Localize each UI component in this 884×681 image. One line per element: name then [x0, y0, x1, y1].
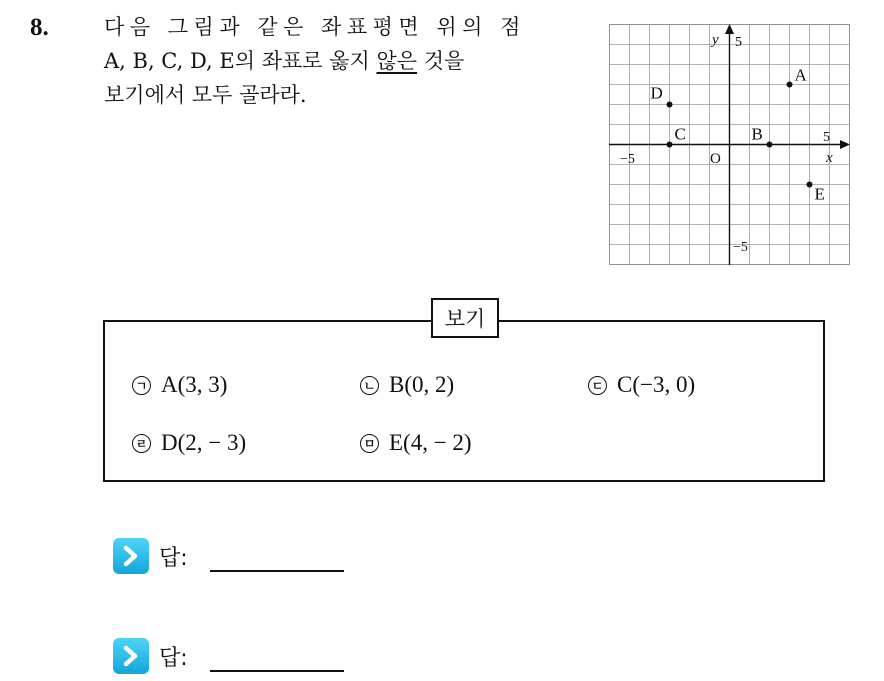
- option-text: D(2, − 3): [161, 430, 247, 455]
- point-label-d: D: [650, 83, 663, 103]
- answer-row-2: [113, 638, 344, 674]
- chevron-right-icon: [113, 538, 149, 574]
- question-line-2-start: A, B, C, D, E의 좌표로 옳지: [104, 49, 377, 73]
- option-marker: ㅁ: [360, 434, 379, 453]
- point-label-e: E: [814, 184, 825, 204]
- answer-blank[interactable]: [210, 540, 344, 572]
- bogi-box: [103, 320, 825, 482]
- option-text: A(3, 3): [161, 372, 228, 397]
- bogi-title: 보기: [431, 298, 499, 338]
- option-text: E(4, − 2): [389, 430, 472, 455]
- answer-row-1: [113, 538, 344, 574]
- y-tick-neg-label: −5: [733, 240, 748, 255]
- chevron-right-icon: [113, 638, 149, 674]
- coordinate-plane: [609, 24, 850, 265]
- point-b: [767, 142, 773, 148]
- option-text: C(−3, 0): [617, 372, 696, 397]
- question-line-1: 다음 그림과 같은 좌표평면 위의 점: [104, 15, 526, 39]
- option-a: [132, 372, 227, 398]
- x-tick-pos-label: 5: [823, 130, 830, 145]
- option-marker: ㄱ: [132, 376, 151, 395]
- underlined-word: 않은: [376, 49, 418, 73]
- answer-blank[interactable]: [210, 640, 344, 672]
- option-marker: ㄷ: [588, 376, 607, 395]
- option-text: B(0, 2): [389, 372, 455, 397]
- point-c: [667, 142, 673, 148]
- question-text: [104, 10, 594, 112]
- point-label-b: B: [751, 124, 763, 144]
- point-label-a: A: [794, 65, 807, 85]
- answer-label: 답:: [159, 545, 188, 571]
- origin-label: O: [710, 151, 721, 167]
- x-tick-neg-label: −5: [620, 152, 635, 167]
- point-e: [807, 182, 813, 188]
- question-number: 8.: [30, 14, 49, 41]
- option-marker: ㄴ: [360, 376, 379, 395]
- answer-label: 답:: [159, 645, 188, 671]
- option-e: [360, 430, 472, 456]
- point-a: [787, 82, 793, 88]
- question-line-2: [104, 44, 594, 78]
- point-d: [667, 102, 673, 108]
- question-line-2-end: 것을: [417, 49, 465, 73]
- option-b: [360, 372, 454, 398]
- y-axis-label: y: [712, 32, 719, 48]
- option-d: [132, 430, 246, 456]
- point-label-c: C: [674, 124, 686, 144]
- x-axis-label: x: [826, 150, 833, 166]
- option-marker: ㄹ: [132, 434, 151, 453]
- option-c: [588, 372, 695, 398]
- y-tick-pos-label: 5: [735, 35, 742, 50]
- question-line-3: 보기에서 모두 골라라.: [104, 83, 307, 107]
